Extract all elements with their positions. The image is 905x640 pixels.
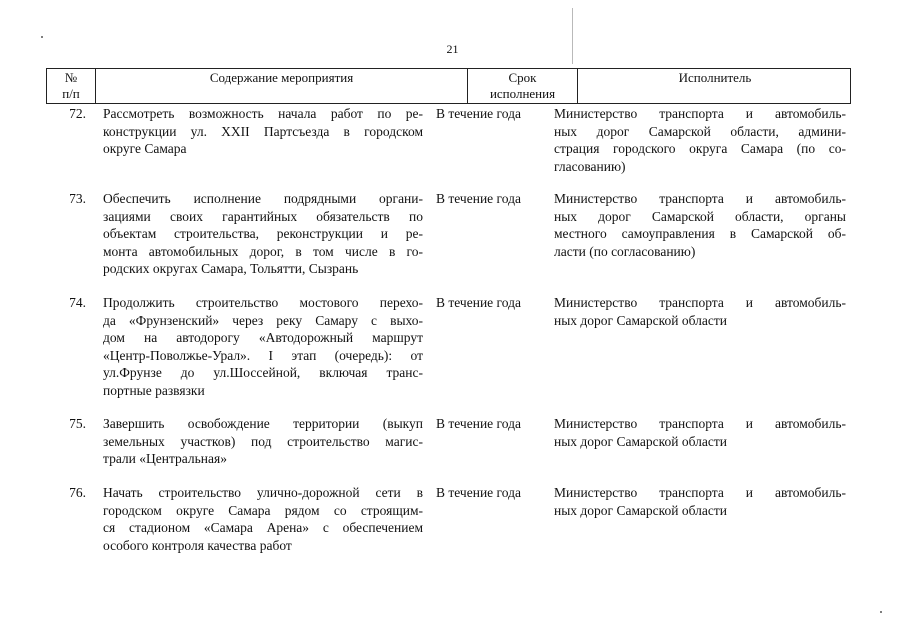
executor-line: гласованию) — [554, 158, 626, 174]
content-line: округе Самара — [103, 141, 187, 157]
row-term: В течение года — [436, 295, 521, 310]
header-number-line: п/п — [62, 86, 80, 101]
content-line: «Центр-Поволжье-Урал». I этап (очередь): от — [103, 347, 423, 363]
content-line: трали «Центральная» — [103, 451, 227, 467]
row-number: 72. — [69, 106, 86, 121]
content-line: дом на автодорогу «Автодорожный маршрут — [103, 330, 423, 346]
header-term — [468, 69, 578, 103]
content-line: Рассмотреть возможность начала работ по ре- — [103, 106, 423, 121]
row-term: В течение года — [436, 485, 521, 500]
row-executor — [554, 294, 846, 329]
content-line: Продолжить строительство мостового перехо- — [103, 295, 423, 310]
executor-line: Министерство транспорта и автомобиль- — [554, 106, 846, 121]
row-executor — [554, 484, 846, 519]
header-term-line: исполнения — [489, 86, 556, 101]
row-number: 73. — [69, 191, 86, 206]
content-line: городском округе Самара рядом со строящим- — [103, 502, 423, 518]
row-content — [103, 105, 423, 158]
page-number: 21 — [446, 42, 459, 56]
content-line: зациями своих гарантийных обязательств по — [103, 208, 423, 224]
row-executor — [554, 190, 846, 260]
row-number: 76. — [69, 485, 86, 500]
row-number: 75. — [69, 416, 86, 431]
row-content — [103, 415, 423, 468]
scan-speck — [41, 36, 43, 38]
header-content: Содержание мероприятия — [96, 69, 468, 103]
executor-line: местного самоуправления в Самарской об- — [554, 226, 846, 242]
content-line: объектам строительства, реконструкции и ре- — [103, 226, 423, 242]
executor-line: ных дорог Самарской области, органы — [554, 208, 846, 224]
executor-line: Министерство транспорта и автомобиль- — [554, 485, 846, 500]
content-line: монта автомобильных дорог, в том числе в го- — [103, 243, 423, 259]
row-content — [103, 484, 423, 554]
content-line: земельных участков) под строительство магис- — [103, 433, 423, 449]
content-line: Завершить освобождение территории (выкуп — [103, 416, 423, 431]
row-content — [103, 294, 423, 400]
header-executor: Исполнитель — [678, 70, 752, 85]
content-line: Обеспечить исполнение подрядными органи- — [103, 191, 423, 206]
header-number — [47, 69, 96, 103]
content-line: ул.Фрунзе до ул.Шоссейной, включая транс- — [103, 365, 423, 381]
content-line: конструкции ул. XXII Партсъезда в городском — [103, 123, 423, 139]
row-content — [103, 190, 423, 278]
header-number-line: № — [64, 70, 78, 85]
executor-line: ных дорог Самарской области — [554, 312, 727, 328]
executor-line: Министерство транспорта и автомобиль- — [554, 416, 846, 431]
row-executor — [554, 105, 846, 175]
executor-line: страция городского округа Самара (по со- — [554, 141, 846, 157]
content-line: родских округах Самара, Тольятти, Сызрань — [103, 261, 359, 277]
row-term: В течение года — [436, 191, 521, 206]
executor-line: ных дорог Самарской области — [554, 433, 727, 449]
content-line: да «Фрунзенский» через реку Самару с выхо- — [103, 312, 423, 328]
row-number: 74. — [69, 295, 86, 310]
row-executor — [554, 415, 846, 450]
scan-speck — [880, 611, 882, 613]
executor-line: ных дорог Самарской области — [554, 502, 727, 518]
measures-table — [46, 68, 851, 553]
executor-line: Министерство транспорта и автомобиль- — [554, 295, 846, 310]
row-term: В течение года — [436, 416, 521, 431]
table-header — [46, 68, 851, 104]
executor-line: Министерство транспорта и автомобиль- — [554, 191, 846, 206]
content-line: Начать строительство улично-дорожной сети в — [103, 485, 423, 500]
content-line: ся стадионом «Самара Арена» с обеспечением — [103, 520, 423, 536]
executor-line: ных дорог Самарской области, админи- — [554, 123, 846, 139]
executor-line: ласти (по согласованию) — [554, 243, 696, 259]
content-line: особого контроля качества работ — [103, 537, 292, 553]
row-term: В течение года — [436, 106, 521, 121]
scan-artifact-line — [572, 8, 573, 64]
content-line: портные развязки — [103, 382, 205, 398]
header-term-line: Срок — [508, 70, 537, 85]
